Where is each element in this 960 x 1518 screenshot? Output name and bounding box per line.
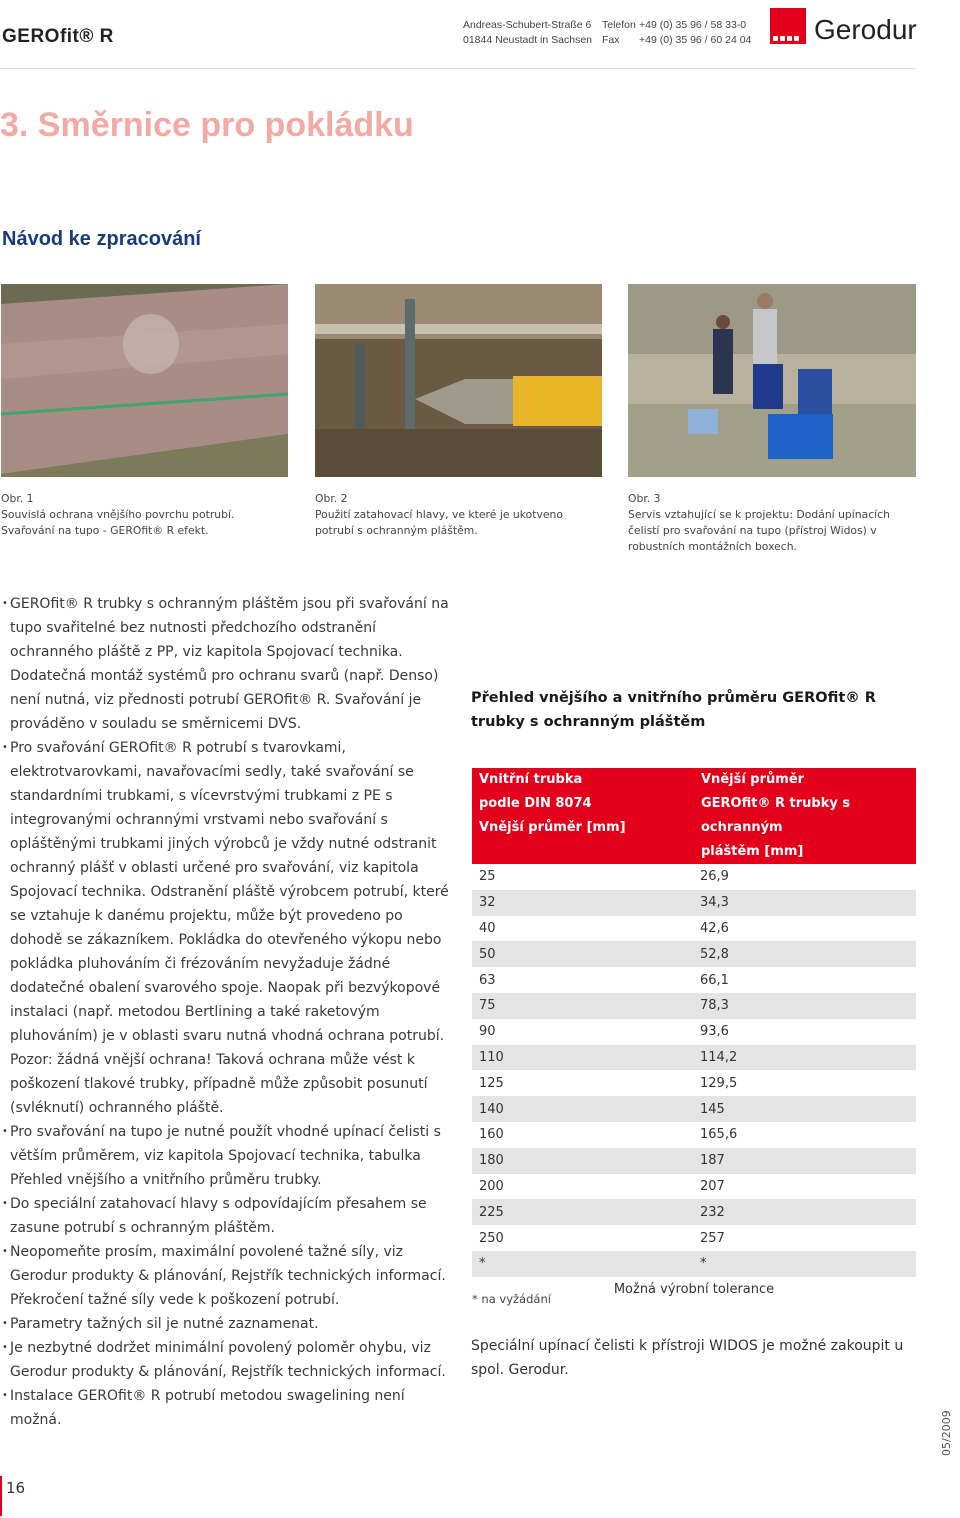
- table-row: 125 129,5: [479, 1075, 738, 1091]
- list-item: • Je nezbytné dodržet minimální povolený poloměr ohybu, viz Gerodur produkty & plánování, Rejstřík technických informací.: [2, 1336, 452, 1384]
- address-street: Andreas-Schubert-Straße 6: [463, 19, 592, 31]
- figure-1-label: Obr. 1: [1, 492, 34, 505]
- list-item: • Do speciální zatahovací hlavy s odpovídajícím přesahem se zasune potrubí s ochranným pláštěm.: [2, 1192, 452, 1240]
- table-footnote: * na vyžádání: [472, 1292, 551, 1306]
- instruction-list: [2, 592, 452, 1432]
- table-row: 75 78,3: [472, 993, 916, 1019]
- figure-3-caption: [628, 491, 916, 555]
- table-row: 225 232: [472, 1199, 916, 1225]
- list-item: • GEROfit® R trubky s ochranným pláštěm jsou při svařování na tupo svařitelné bez nutnosti předchozího odstranění ochranného pláště z PP, viz kapitola Spojovací technika. Dodatečná montáž systémů pro ochranu svarů (např. Denso) není nutná, viz přednosti potrubí GEROfit® R. Svařování je prováděno v souladu se směrnicemi DVS.: [2, 592, 452, 736]
- tolerance-row: Možná výrobní tolerance: [613, 1282, 775, 1298]
- list-item: • Pro svařování GEROfit® R potrubí s tvarovkami, elektrotvarovkami, navařovacími sedly, také svařování se standardními trubkami, s vícevrstvými trubkami z PE s integrovanými ochrannými vrstvami nebo svařování s opláštěnými trubkami jiných výrobců je vždy nutné odstranit ochranný plášť v oblasti určené pro svařování, viz kapitola Spojovací technika. Odstranění pláště výrobcem potrubí, které se vztahuje k danému projektu, může být provedeno po dohodě se zákazníkem. Pokládka do otevřeného výkopu nebo pokládka pluhováním či frézováním nevyžaduje žádné dodatečné obalení svarového spoje. Naopak při bezvýkopové instalaci (např. metodou Bertlining a také raketovým pluhováním) je v oblasti svaru nutná vhodná ochrana potrubí. Pozor: žádná vnější ochrana! Taková ochrana může vést k poškození tlakové trubky, případně může způsobit posunutí (svléknutí) ochranného pláště.: [2, 736, 452, 1120]
- figure-2-label: Obr. 2: [315, 492, 348, 505]
- phone-values: [639, 18, 751, 48]
- product-logo: GEROfit® R: [2, 26, 114, 47]
- table-row: 50 52,8: [472, 941, 916, 967]
- table-title: Přehled vnějšího a vnitřního průměru GEROfit® R trubky s ochranným pláštěm: [471, 690, 876, 730]
- address-block: [463, 18, 592, 48]
- table-header-row: [472, 768, 916, 864]
- gerodur-logo-icon: [770, 8, 806, 44]
- photo-pulling-head: [315, 284, 602, 477]
- fax-label: Fax: [602, 34, 620, 46]
- photo-pipe-surface: [1, 284, 288, 477]
- table-row: 180 187: [472, 1148, 916, 1174]
- table-row: 90 93,6: [479, 1024, 729, 1040]
- figure-2-caption: [315, 491, 605, 539]
- table-row: 25 26,9: [479, 869, 729, 885]
- fax-number: +49 (0) 35 96 / 60 24 04: [639, 34, 752, 46]
- brand-name: Gerodur: [814, 14, 917, 45]
- table-row: 40 42,6: [479, 920, 729, 936]
- address-city: 01844 Neustadt in Sachsen: [463, 34, 593, 46]
- photo-field-service: [628, 284, 916, 477]
- page-title: 3. Směrnice pro pokládku: [0, 106, 414, 144]
- page-number-bar: [0, 1476, 2, 1516]
- figure-3-text: Servis vztahující se k projektu: Dodání upínacích čelistí pro svařování na tupo (přístroj Widos) v robustních montážních boxech.: [628, 508, 890, 553]
- column-header-outer: Vnější průměr GEROfit® R trubky s ochranným pláštěm [mm]: [694, 768, 916, 864]
- table-row: 140 145: [472, 1096, 916, 1122]
- section-heading: Návod ke zpracování: [2, 228, 201, 250]
- figure-1-text: Souvislá ochrana vnějšího povrchu potrubí. Svařování na tupo - GEROfit® R efekt.: [1, 508, 235, 537]
- list-item: • Neopomeňte prosím, maximální povolené tažné síly, viz Gerodur produkty & plánování, Rejstřík technických informací. Překročení tažné síly vede k poškození potrubí.: [2, 1240, 452, 1312]
- page-number: 16: [6, 1479, 26, 1497]
- figure-3-label: Obr. 3: [628, 492, 661, 505]
- column-header-inner: Vnitřní trubka podle DIN 8074 Vnější průměr [mm]: [472, 768, 694, 864]
- diameter-table: [472, 768, 916, 1303]
- list-item: • Parametry tažných sil je nutné zaznamenat.: [2, 1312, 452, 1336]
- list-item: • Instalace GEROfit® R potrubí metodou swagelining není možná.: [2, 1384, 452, 1432]
- table-row: 63 66,1: [479, 972, 729, 988]
- phone-label: Telefon: [602, 19, 636, 31]
- table-row: 250 257: [479, 1230, 725, 1246]
- table-row: 200 207: [479, 1178, 725, 1194]
- phone-number: +49 (0) 35 96 / 58 33-0: [639, 19, 747, 31]
- edition-date: 05/2009: [940, 1410, 953, 1456]
- table-row: 160 165,6: [479, 1127, 738, 1143]
- table-row: 110 114,2: [472, 1045, 916, 1071]
- phone-labels: [602, 18, 636, 48]
- table-row: 32 34,3: [472, 890, 916, 916]
- list-item: • Pro svařování na tupo je nutné použít vhodné upínací čelisti s větším průměrem, viz kapitola Spojovací technika, tabulka Přehled vnějšího a vnitřního průměru trubky.: [2, 1120, 452, 1192]
- special-note: Speciální upínací čelisti k přístroji WIDOS je možné zakoupit u spol. Gerodur.: [471, 1338, 904, 1378]
- figure-1-caption: [1, 491, 288, 539]
- table-row: * *: [472, 1251, 916, 1277]
- figure-2-text: Použití zatahovací hlavy, ve které je ukotveno potrubí s ochranným pláštěm.: [315, 508, 563, 537]
- header-divider: [0, 68, 916, 69]
